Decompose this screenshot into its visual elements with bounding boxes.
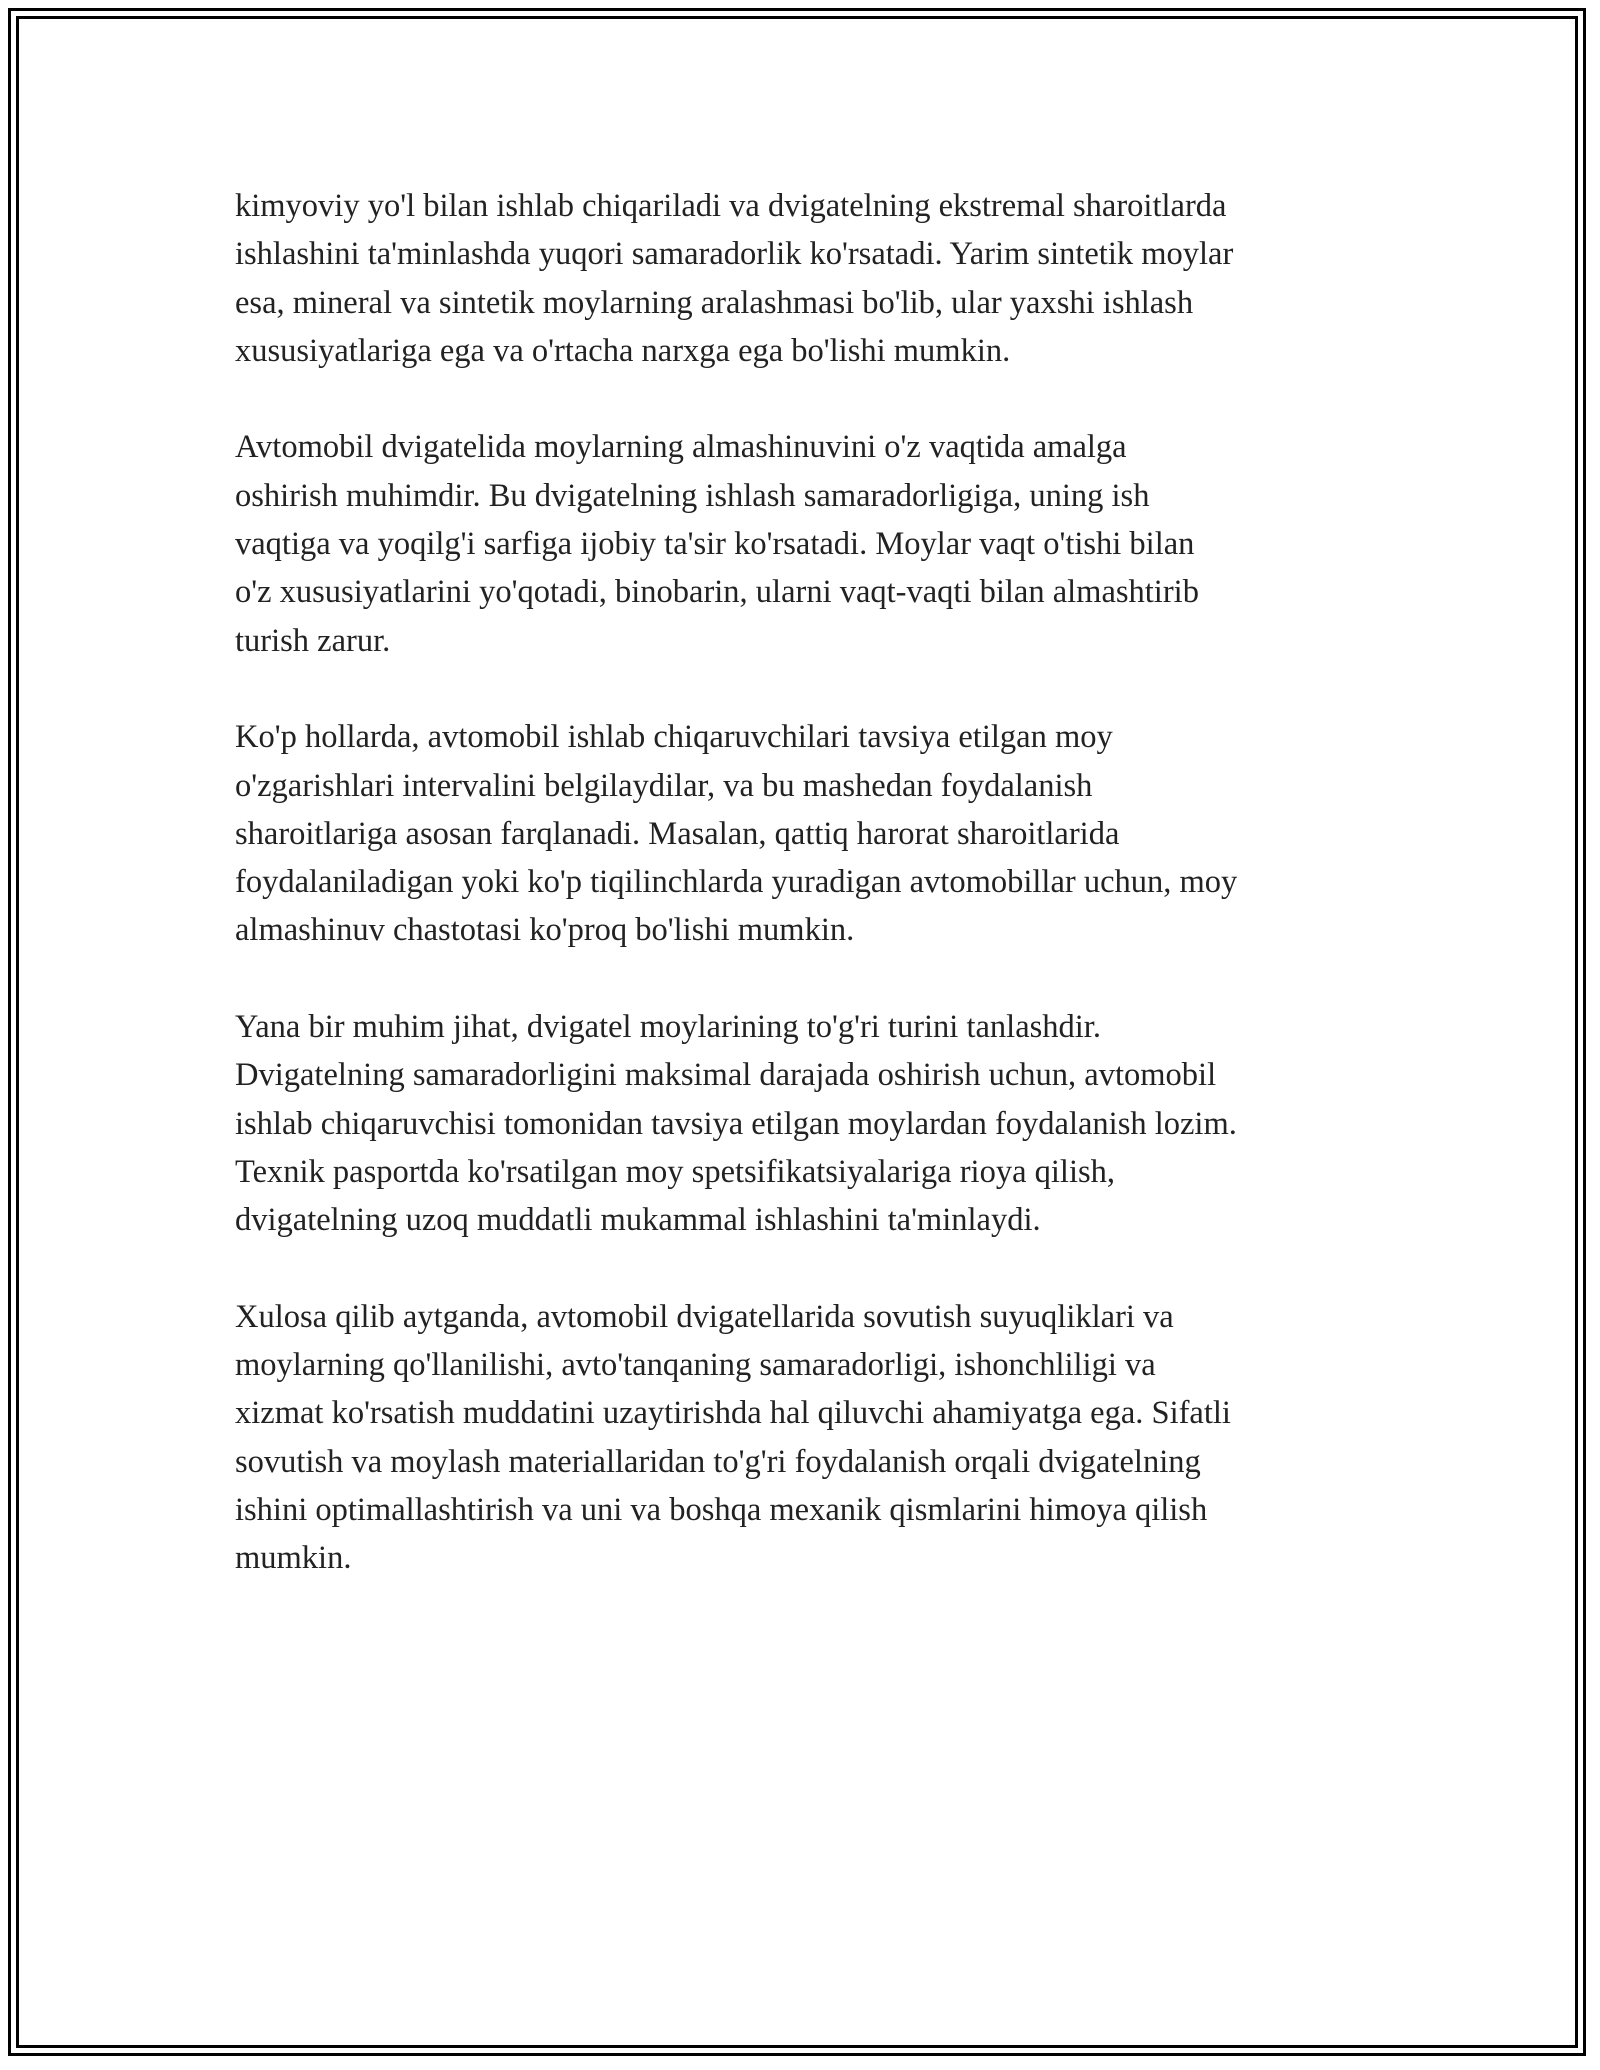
- paragraph-3: [235, 713, 1375, 954]
- paragraph-2: [235, 423, 1375, 664]
- text-line: kimyoviy yo'l bilan ishlab chiqariladi va dvigatelning ekstremal sharoitlarda: [235, 188, 1227, 224]
- text-line: Xulosa qilib aytganda, avtomobil dvigatellarida sovutish suyuqliklari va: [235, 1298, 1174, 1335]
- text-line: Dvigatelning samaradorligini maksimal darajada oshirish uchun, avtomobil: [235, 1057, 1217, 1094]
- text-line: Ko'p hollarda, avtomobil ishlab chiqaruvchilari tavsiya etilgan moy: [235, 719, 1113, 756]
- text-line: Texnik pasportda ko'rsatilgan moy spetsifikatsiyalariga rioya qilish,: [235, 1153, 1115, 1190]
- text-line: almashinuv chastotasi ko'proq bo'lishi mumkin.: [235, 912, 855, 949]
- document-body: [235, 182, 1375, 1631]
- text-line: esa, mineral va sintetik moylarning aralashmasi bo'lib, ular yaxshi ishlash: [235, 284, 1194, 321]
- text-line: mumkin.: [235, 1540, 352, 1577]
- text-line: Avtomobil dvigatelida moylarning almashinuvini o'z vaqtida amalga: [235, 429, 1127, 466]
- paragraph-5: [235, 1293, 1375, 1583]
- paragraph-1: [235, 182, 1375, 375]
- text-line: vaqtiga va yoqilg'i sarfiga ijobiy ta'sir ko'rsatadi. Moylar vaqt o'tishi bilan: [235, 526, 1195, 563]
- text-line: ishlashini ta'minlashda yuqori samaradorlik ko'rsatadi. Yarim sintetik moylar: [235, 236, 1234, 273]
- text-line: xizmat ko'rsatish muddatini uzaytirishda hal qiluvchi ahamiyatga ega. Sifatli: [235, 1395, 1231, 1432]
- text-line: oshirish muhimdir. Bu dvigatelning ishlash samaradorligiga, uning ish: [235, 477, 1150, 514]
- text-line: moylarning qo'llanilishi, avto'tanqaning samaradorligi, ishonchliligi va: [235, 1347, 1156, 1384]
- text-line: ishini optimallashtirish va uni va boshqa mexanik qismlarini himoya qilish: [235, 1492, 1208, 1529]
- paragraph-4: [235, 1003, 1375, 1244]
- text-line: turish zarur.: [235, 622, 391, 659]
- text-line: foydalaniladigan yoki ko'p tiqilinchlarda yuradigan avtomobillar uchun, moy: [235, 864, 1238, 901]
- text-line: ishlab chiqaruvchisi tomonidan tavsiya etilgan moylardan foydalanish lozim.: [235, 1105, 1237, 1142]
- text-line: xususiyatlariga ega va o'rtacha narxga ega bo'lishi mumkin.: [235, 332, 1011, 369]
- text-line: sovutish va moylash materiallaridan to'g'ri foydalanish orqali dvigatelning: [235, 1443, 1201, 1480]
- text-line: sharoitlariga asosan farqlanadi. Masalan, qattiq harorat sharoitlarida: [235, 815, 1120, 852]
- text-line: Yana bir muhim jihat, dvigatel moylarining to'g'ri turini tanlashdir.: [235, 1009, 1101, 1046]
- text-line: o'z xususiyatlarini yo'qotadi, binobarin, ularni vaqt-vaqti bilan almashtirib: [235, 574, 1199, 611]
- text-line: o'zgarishlari intervalini belgilaydilar, va bu mashedan foydalanish: [235, 767, 1093, 804]
- text-line: dvigatelning uzoq muddatli mukammal ishlashini ta'minlaydi.: [235, 1202, 1041, 1239]
